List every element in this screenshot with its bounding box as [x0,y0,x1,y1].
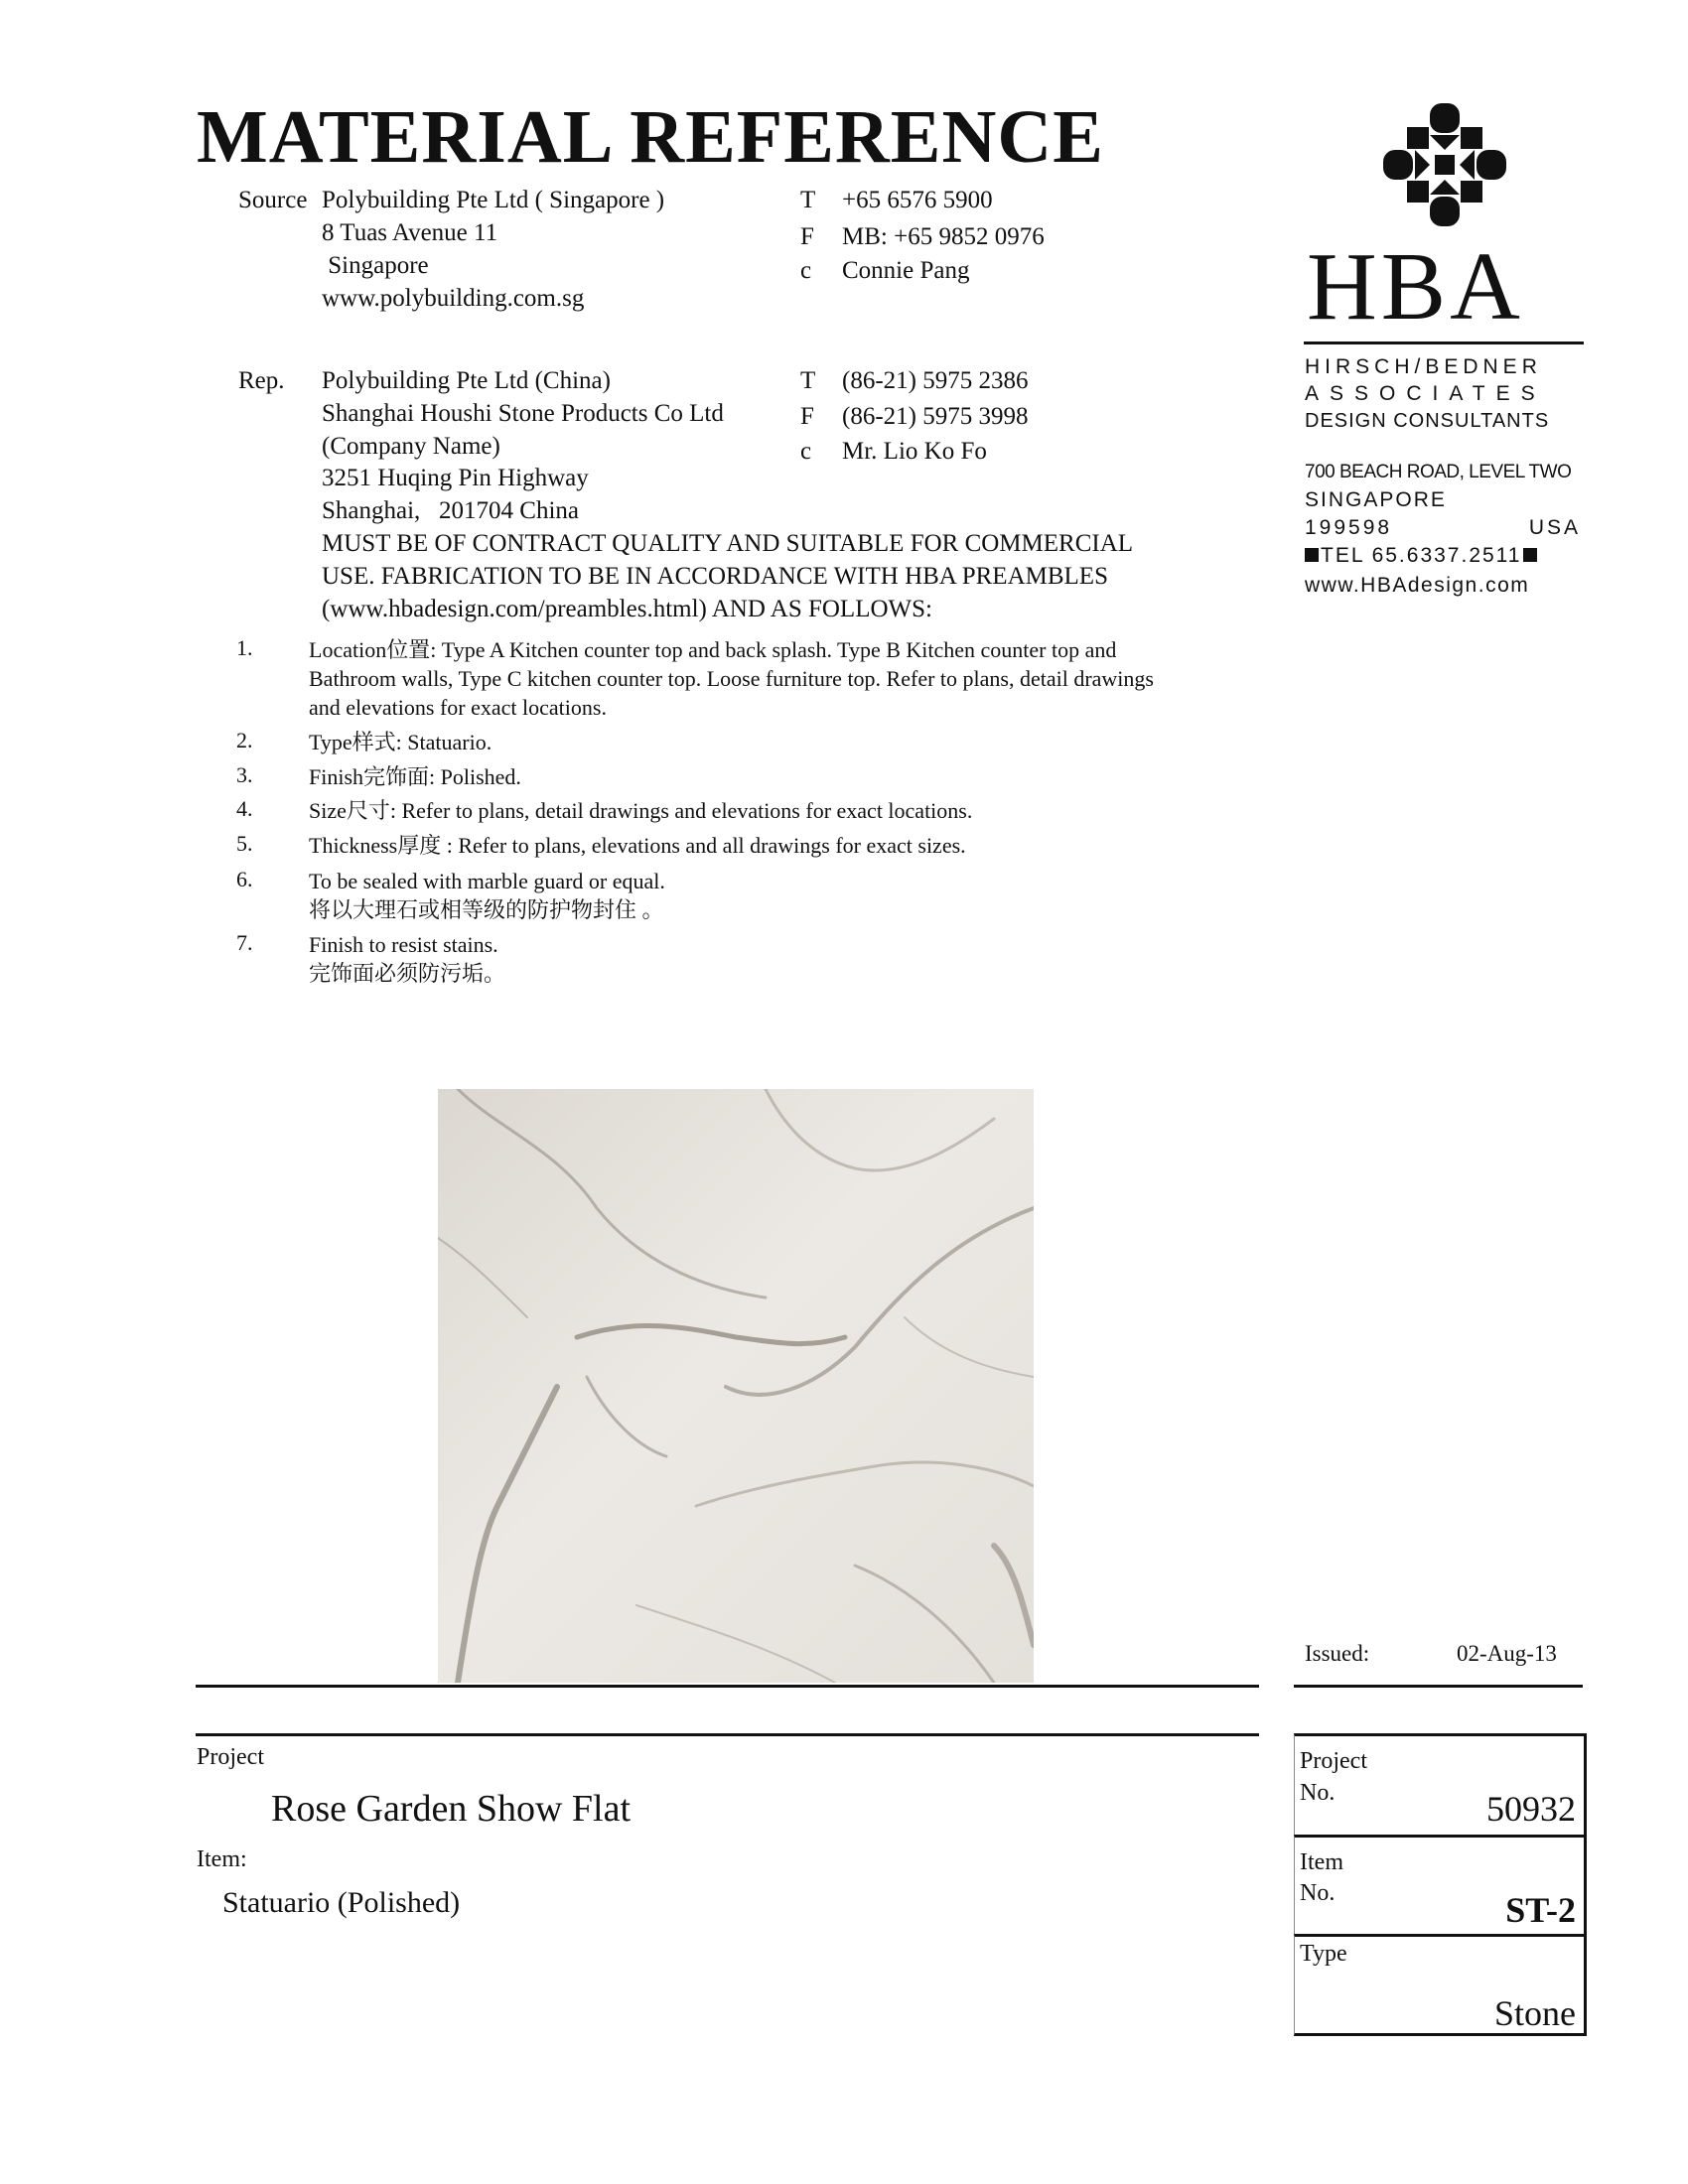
rep-label: Rep. [238,367,285,394]
contact-value: MB: +65 9852 0976 [842,223,1045,250]
hba-logo-text: HBA [1307,233,1524,341]
logo-website: www.HBAdesign.com [1305,574,1530,597]
list-item [309,831,1287,860]
divider-line [196,1733,1259,1736]
marble-sample-image [438,1089,1034,1683]
issued-label: Issued: [1305,1641,1370,1666]
contact-key: T [800,187,816,213]
contact-value: +65 6576 5900 [842,187,993,213]
list-number: 4. [236,796,253,821]
item-number-label: No. [1300,1880,1336,1906]
project-number-value: 50932 [1486,1789,1576,1829]
source-line: Polybuilding Pte Ltd ( Singapore ) [322,187,665,213]
document-title: MATERIAL REFERENCE [197,95,1104,179]
contact-key: c [800,257,812,284]
project-name: Rose Garden Show Flat [271,1788,632,1830]
contact-key: c [800,438,812,465]
list-number: 3. [236,762,253,787]
contact-key: F [800,223,814,250]
list-item-line: Bathroom walls, Type C kitchen counter top. Loose furniture top. Refer to plans, detail drawings [309,666,1154,691]
contact-key: F [800,403,814,430]
contact-value: Mr. Lio Ko Fo [842,438,987,465]
list-number: 2. [236,728,253,752]
source-line: www.polybuilding.com.sg [322,285,585,312]
logo-divider [1304,341,1584,344]
list-item-line: Finish完饰面: Polished. [309,764,521,789]
type-label: Type [1300,1941,1347,1967]
project-number-label: No. [1300,1780,1336,1806]
logo-tel-text: TEL 65.6337.2511 [1321,544,1522,567]
list-item-line: 完饰面必须防污垢。 [309,961,506,986]
project-number-label: Project [1300,1748,1367,1774]
logo-company-line: ASSOCIATES [1305,382,1546,405]
item-name: Statuario (Polished) [222,1886,461,1919]
list-item [309,728,1287,756]
list-item-line: Size尺寸: Refer to plans, detail drawings and elevations for exact locations. [309,798,973,823]
rep-line: Polybuilding Pte Ltd (China) [322,367,611,394]
rep-line: Shanghai Houshi Stone Products Co Ltd [322,400,724,427]
list-number: 7. [236,930,253,955]
contact-value: (86-21) 5975 2386 [842,367,1029,394]
list-item-line: 将以大理石或相等级的防护物封住 。 [309,897,664,922]
logo-address-line: SINGAPORE [1305,488,1447,511]
item-label: Item: [197,1846,247,1872]
source-line: 8 Tuas Avenue 11 [322,219,498,246]
logo-company-line: DESIGN CONSULTANTS [1305,410,1550,432]
list-item [309,930,1287,988]
logo-country: USA [1528,516,1581,539]
list-number: 1. [236,635,253,660]
list-item-line: Type样式: Statuario. [309,730,492,754]
divider-line [1294,1685,1583,1688]
list-item-line: To be sealed with marble guard or equal. [309,869,665,893]
list-item-line: Finish to resist stains. [309,932,498,957]
hba-logo-mark-icon [1383,103,1506,226]
contact-value: (86-21) 5975 3998 [842,403,1029,430]
project-number-box [1294,1733,1587,1838]
list-item [309,867,1287,924]
list-item [309,796,1287,825]
source-label: Source [238,187,308,213]
logo-address-line: 700 BEACH ROAD, LEVEL TWO [1305,462,1572,482]
issued-date: 02-Aug-13 [1457,1641,1557,1666]
project-label: Project [197,1744,264,1770]
list-item-line: Thickness厚度 : Refer to plans, elevations and all drawings for exact sizes. [309,833,966,858]
notice-line: MUST BE OF CONTRACT QUALITY AND SUITABLE FOR COMMERCIAL [322,530,1134,557]
list-number: 6. [236,867,253,891]
rep-line: (Company Name) [322,433,500,460]
contact-key: T [800,367,816,394]
divider-line [196,1685,1259,1688]
source-line: Singapore [322,252,429,279]
list-item-line: and elevations for exact locations. [309,695,607,720]
notice-line: USE. FABRICATION TO BE IN ACCORDANCE WITH HBA PREAMBLES [322,563,1108,590]
contact-value: Connie Pang [842,257,970,284]
item-number-label: Item [1300,1849,1343,1875]
square-bullet-icon [1523,548,1537,562]
notice-line: (www.hbadesign.com/preambles.html) AND AS FOLLOWS: [322,596,932,622]
logo-address-line [1305,516,1585,540]
type-value: Stone [1493,1993,1576,2033]
item-number-box [1294,1835,1587,1937]
list-item [309,635,1287,722]
logo-telephone [1305,544,1585,568]
rep-line: Shanghai, 201704 China [322,497,580,524]
logo-company-line: HIRSCH/BEDNER [1305,355,1542,378]
square-bullet-icon [1305,548,1319,562]
list-number: 5. [236,831,253,856]
rep-line: 3251 Huqing Pin Highway [322,465,589,491]
type-box [1294,1934,1587,2036]
item-number-value: ST-2 [1505,1890,1576,1930]
list-item [309,762,1287,791]
list-item-line: Location位置: Type A Kitchen counter top and back splash. Type B Kitchen counter top and [309,637,1117,662]
logo-zip: 199598 [1305,516,1393,539]
